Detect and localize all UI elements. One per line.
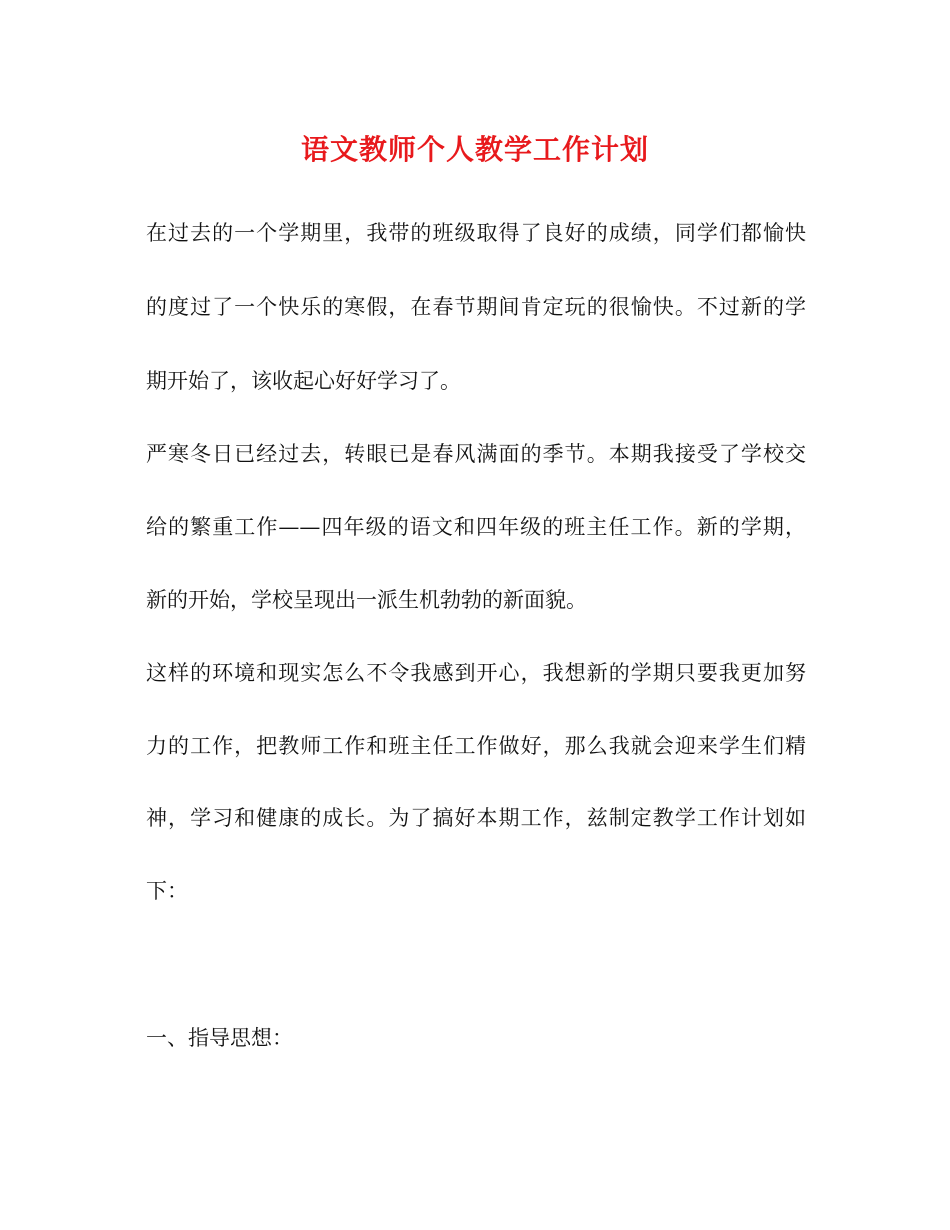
paragraph-2-line-1: 严寒冬日已经过去，转眼已是春风满面的季节。本期我接受了学校交 — [146, 442, 806, 466]
paragraph-2-line-3: 新的开始，学校呈现出一派生机勃勃的新面貌。 — [146, 588, 587, 612]
paragraph-1-line-3: 期开始了，该收起心好好学习了。 — [146, 369, 461, 393]
paragraph-1-line-1: 在过去的一个学期里，我带的班级取得了良好的成绩，同学们都愉快 — [146, 221, 806, 245]
paragraph-3-line-3: 神，学习和健康的成长。为了搞好本期工作，兹制定教学工作计划如 — [146, 806, 806, 830]
paragraph-2-line-2: 给的繁重工作——四年级的语文和四年级的班主任工作。新的学期， — [146, 515, 806, 539]
paragraph-3-line-1: 这样的环境和现实怎么不令我感到开心，我想新的学期只要我更加努 — [146, 661, 806, 685]
paragraph-3-line-2: 力的工作，把教师工作和班主任工作做好，那么我就会迎来学生们精 — [146, 734, 806, 758]
paragraph-3-line-4: 下： — [146, 879, 188, 903]
document-title: 语文教师个人教学工作计划 — [300, 133, 649, 166]
section-heading-guiding-thought: 一、指导思想： — [146, 1026, 293, 1050]
paragraph-1-line-2: 的度过了一个快乐的寒假，在春节期间肯定玩的很愉快。不过新的学 — [146, 295, 806, 319]
